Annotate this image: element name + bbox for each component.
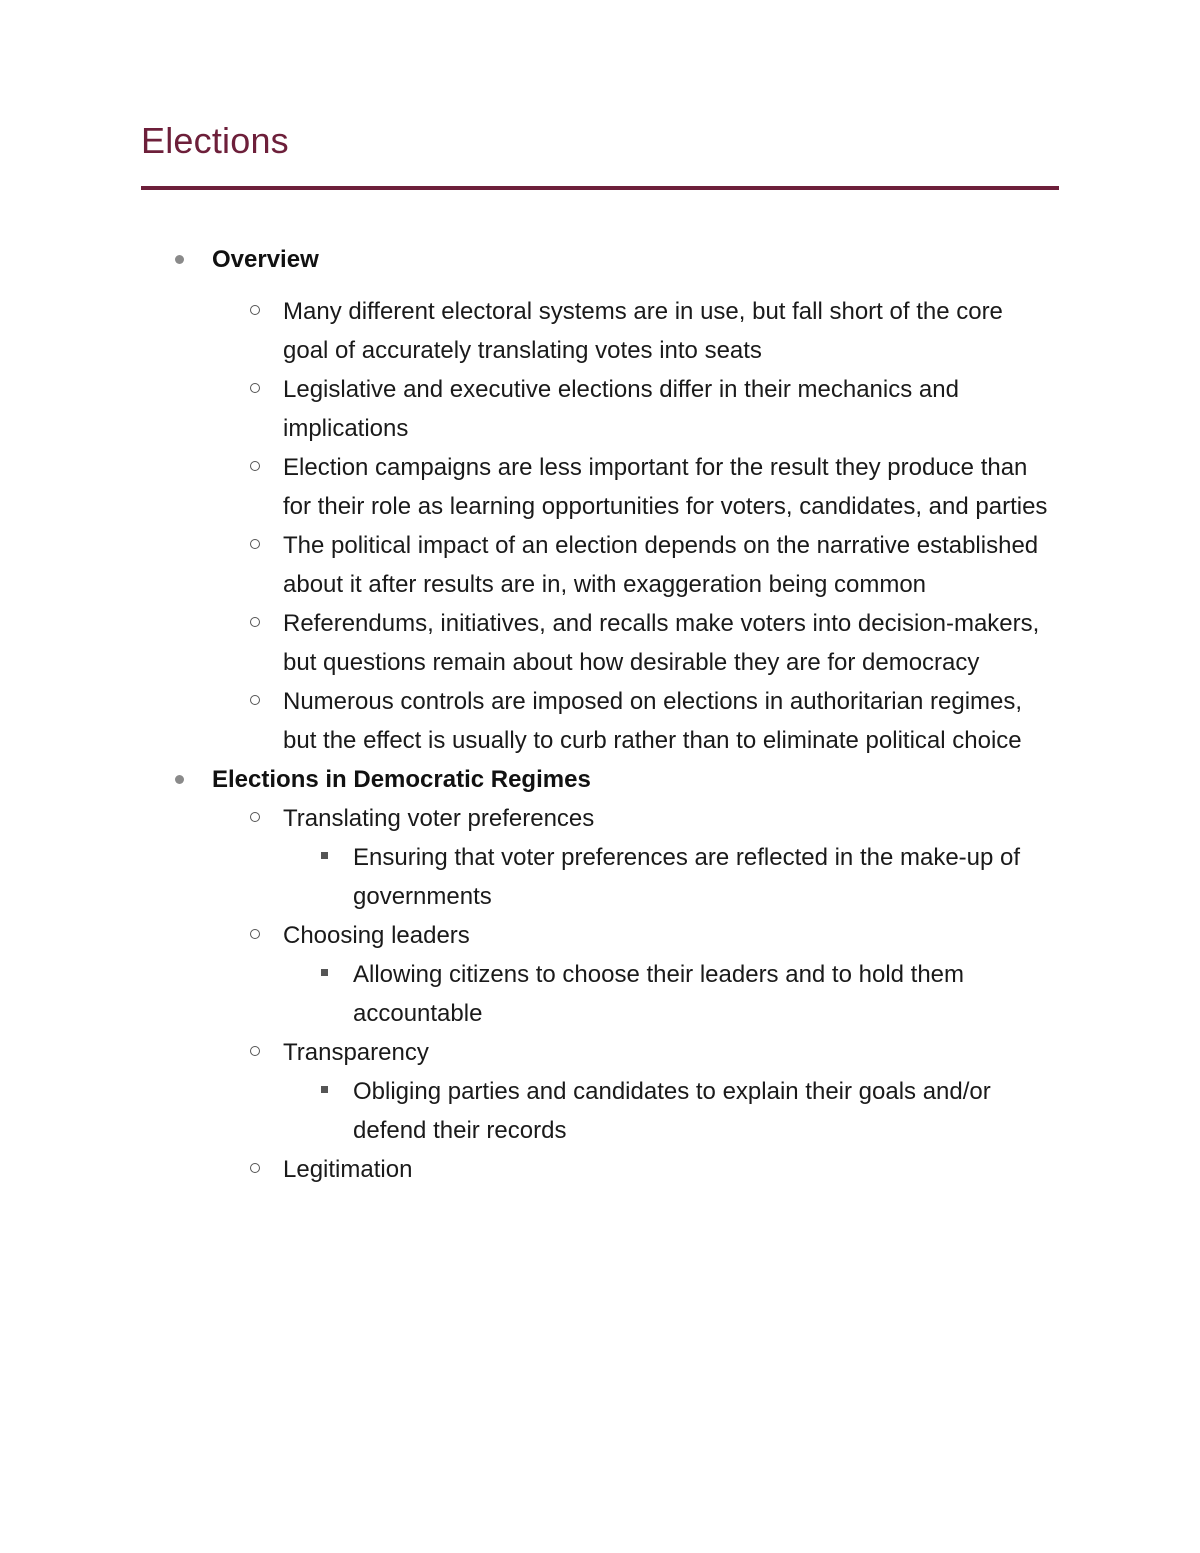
list-item [141, 526, 1059, 604]
hollow-circle-bullet-icon [250, 539, 260, 549]
section-heading-democratic-regimes [141, 760, 1059, 799]
sub-list-item-text: Obliging parties and candidates to explain their goals and/or defend their records [353, 1078, 991, 1144]
document-title: Elections [141, 120, 289, 161]
hollow-circle-bullet-icon [250, 617, 260, 627]
list-item-text: Legislative and executive elections differ in their mechanics and implications [283, 376, 959, 442]
list-item [141, 799, 1059, 838]
list-item [141, 370, 1059, 448]
document-page [141, 118, 1059, 1189]
list-item [141, 448, 1059, 526]
sub-list-item [141, 955, 1059, 1033]
hollow-circle-bullet-icon [250, 1046, 260, 1056]
list-item-text: Legitimation [283, 1156, 413, 1183]
sub-list-item [141, 1072, 1059, 1150]
list-item-text: Choosing leaders [283, 922, 470, 949]
list-item [141, 916, 1059, 955]
hollow-circle-bullet-icon [250, 812, 260, 822]
list-item-text: Transparency [283, 1039, 429, 1066]
outline [141, 240, 1059, 1189]
list-item-text: Translating voter preferences [283, 805, 595, 832]
list-item [141, 292, 1059, 370]
filled-circle-bullet-icon [175, 255, 184, 264]
title-divider [141, 186, 1059, 190]
hollow-circle-bullet-icon [250, 383, 260, 393]
hollow-circle-bullet-icon [250, 305, 260, 315]
square-bullet-icon [321, 969, 328, 976]
square-bullet-icon [321, 1086, 328, 1093]
square-bullet-icon [321, 852, 328, 859]
hollow-circle-bullet-icon [250, 461, 260, 471]
filled-circle-bullet-icon [175, 775, 184, 784]
list-item-text: Numerous controls are imposed on elections in authoritarian regimes, but the effect is usually to curb rather than to eliminate political choice [283, 688, 1023, 754]
hollow-circle-bullet-icon [250, 929, 260, 939]
list-item-text: Election campaigns are less important for the result they produce than for their role as learning opportunities for voters, candidates, and parties [283, 454, 1048, 520]
sub-list-item-text: Ensuring that voter preferences are reflected in the make-up of governments [353, 844, 1021, 910]
list-item [141, 1033, 1059, 1072]
list-item-text: The political impact of an election depends on the narrative established about it after results are in, with exaggeration being common [283, 532, 1039, 598]
list-item-text: Many different electoral systems are in use, but fall short of the core goal of accurately translating votes into seats [283, 298, 1003, 364]
section-heading-label: Elections in Democratic Regimes [212, 766, 591, 793]
list-item [141, 1150, 1059, 1189]
sub-list-item [141, 838, 1059, 916]
hollow-circle-bullet-icon [250, 695, 260, 705]
list-item [141, 604, 1059, 682]
section-heading-label: Overview [212, 246, 319, 273]
list-item [141, 682, 1059, 760]
section-heading-overview [141, 240, 1059, 279]
hollow-circle-bullet-icon [250, 1163, 260, 1173]
list-item-text: Referendums, initiatives, and recalls make voters into decision-makers, but questions remain about how desirable they are for democracy [283, 610, 1040, 676]
sub-list-item-text: Allowing citizens to choose their leaders and to hold them accountable [353, 961, 965, 1027]
